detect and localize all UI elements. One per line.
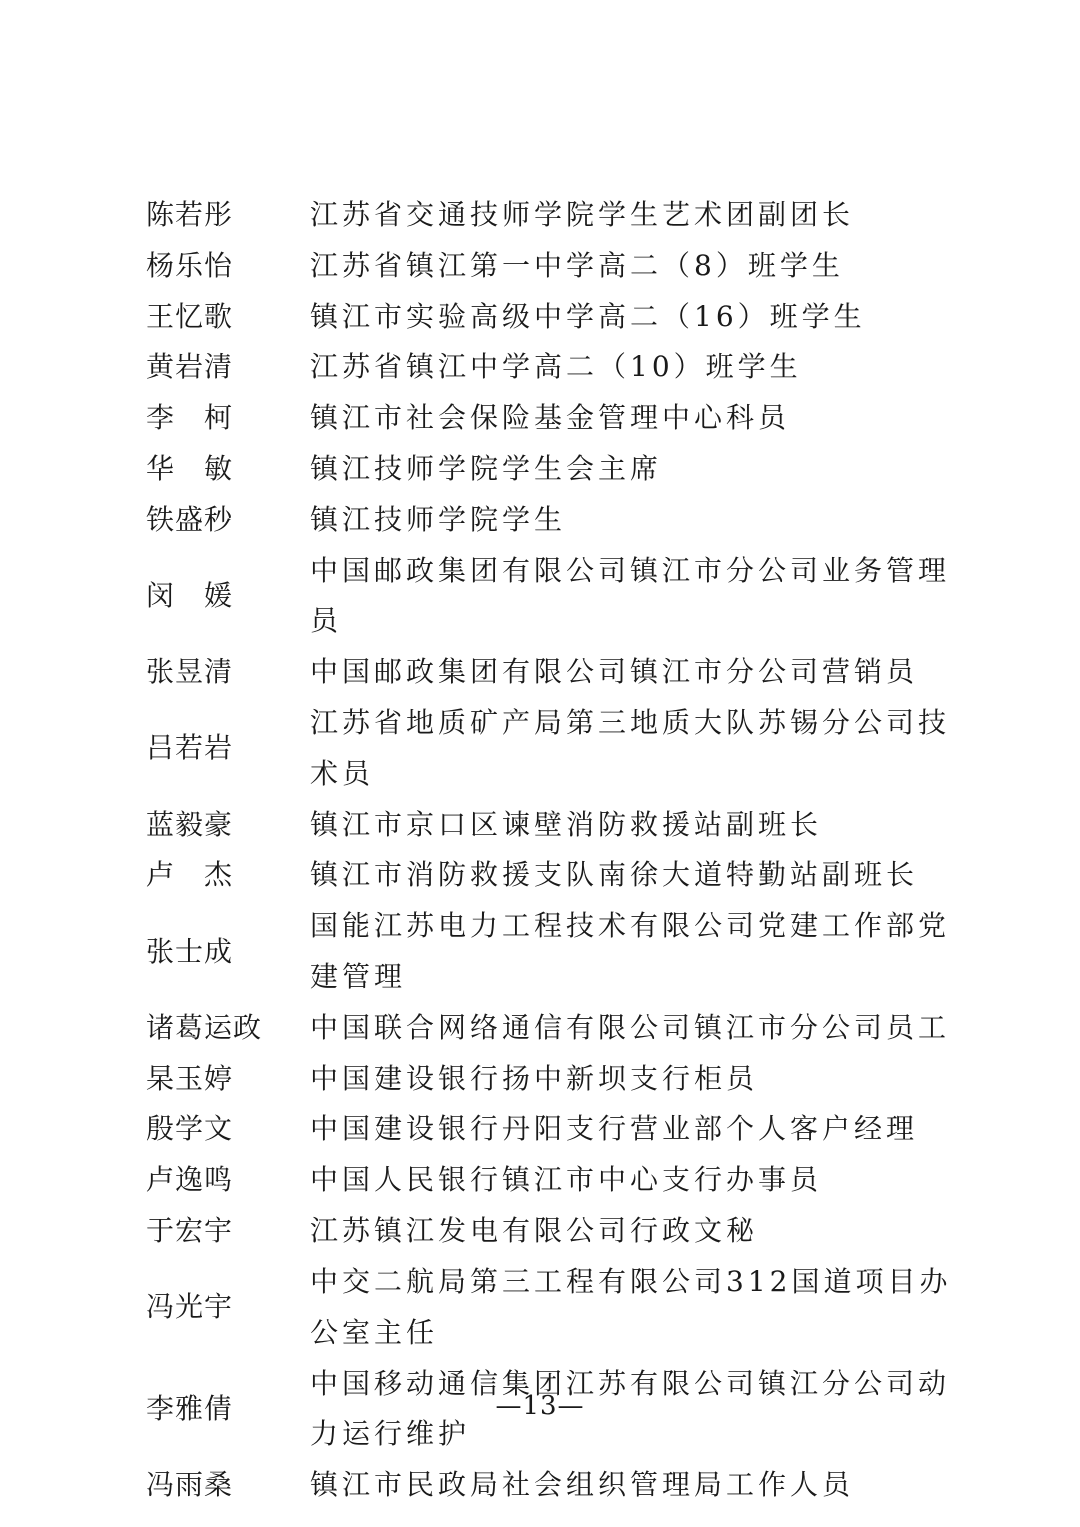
list-item xyxy=(146,1257,966,1359)
person-name: 铁盛秒 xyxy=(146,502,234,536)
person-description: 中国移动通信集团江苏有限公司镇江分公司动力运行维护 xyxy=(310,1366,951,1451)
list-item xyxy=(146,546,966,648)
list-item xyxy=(146,1206,966,1257)
list-item xyxy=(146,292,966,343)
person-name: 诸葛运政 xyxy=(146,1010,263,1044)
person-name: 张昱清 xyxy=(146,655,234,689)
person-name: 卢 杰 xyxy=(146,858,234,892)
person-name: 冯雨桑 xyxy=(146,1468,234,1502)
name-list xyxy=(146,190,966,1511)
person-description: 镇江市京口区谏壁消防救援站副班长 xyxy=(310,807,823,841)
person-name: 王忆歌 xyxy=(146,299,234,333)
person-description: 镇江市消防救援支队南徐大道特勤站副班长 xyxy=(310,858,919,892)
person-name: 杲玉婷 xyxy=(146,1061,234,1095)
person-description: 中国联合网络通信有限公司镇江市分公司员工 xyxy=(310,1010,951,1044)
person-description: 镇江技师学院学生 xyxy=(310,502,567,536)
person-name: 杨乐怡 xyxy=(146,248,234,282)
person-name: 卢逸鸣 xyxy=(146,1163,234,1197)
person-name: 冯光宇 xyxy=(146,1290,234,1324)
person-description: 中国人民银行镇江市中心支行办事员 xyxy=(310,1163,823,1197)
list-item xyxy=(146,342,966,393)
person-description: 中国邮政集团有限公司镇江市分公司业务管理员 xyxy=(310,553,951,638)
list-item xyxy=(146,190,966,241)
list-item xyxy=(146,1003,966,1054)
person-name: 陈若彤 xyxy=(146,198,234,231)
list-item xyxy=(146,393,966,444)
list-item xyxy=(146,850,966,901)
person-name: 黄岩清 xyxy=(146,350,234,384)
person-description: 江苏省地质矿产局第三地质大队苏锡分公司技术员 xyxy=(310,705,951,790)
list-item xyxy=(146,1155,966,1206)
person-description: 江苏镇江发电有限公司行政文秘 xyxy=(310,1213,759,1247)
list-item xyxy=(146,444,966,495)
person-description: 江苏省交通技师学院学生艺术团副团长 xyxy=(310,198,855,231)
person-name: 华 敏 xyxy=(146,451,234,485)
list-item xyxy=(146,1460,966,1511)
person-name: 张士成 xyxy=(146,934,234,968)
list-item xyxy=(146,495,966,546)
page-number: —13— xyxy=(495,1391,585,1421)
list-item xyxy=(146,901,966,1003)
person-description: 中国邮政集团有限公司镇江市分公司营销员 xyxy=(310,655,919,689)
person-name: 李 柯 xyxy=(146,401,234,435)
person-name: 蓝毅豪 xyxy=(146,807,234,841)
person-name: 于宏宇 xyxy=(146,1213,234,1247)
list-item xyxy=(146,1054,966,1105)
person-description: 镇江技师学院学生会主席 xyxy=(310,451,663,485)
list-item xyxy=(146,1104,966,1155)
list-item xyxy=(146,241,966,292)
person-description: 中国建设银行扬中新坝支行柜员 xyxy=(310,1061,759,1095)
list-item xyxy=(146,698,966,800)
person-name: 吕若岩 xyxy=(146,731,234,765)
person-name: 殷学文 xyxy=(146,1112,234,1146)
person-description: 国能江苏电力工程技术有限公司党建工作部党建管理 xyxy=(310,909,951,993)
person-description: 镇江市实验高级中学高二（16）班学生 xyxy=(310,299,866,333)
list-item xyxy=(146,800,966,851)
person-name: 闵 媛 xyxy=(146,578,234,612)
person-description: 中交二航局第三工程有限公司312国道项目办公室主任 xyxy=(310,1264,952,1349)
list-item xyxy=(146,647,966,698)
person-description: 镇江市民政局社会组织管理局工作人员 xyxy=(310,1468,855,1502)
person-description: 中国建设银行丹阳支行营业部个人客户经理 xyxy=(310,1112,919,1146)
person-description: 江苏省镇江中学高二（10）班学生 xyxy=(310,350,802,384)
person-description: 江苏省镇江第一中学高二（8）班学生 xyxy=(310,248,844,282)
person-description: 镇江市社会保险基金管理中心科员 xyxy=(310,401,791,435)
person-name: 李雅倩 xyxy=(146,1391,234,1425)
